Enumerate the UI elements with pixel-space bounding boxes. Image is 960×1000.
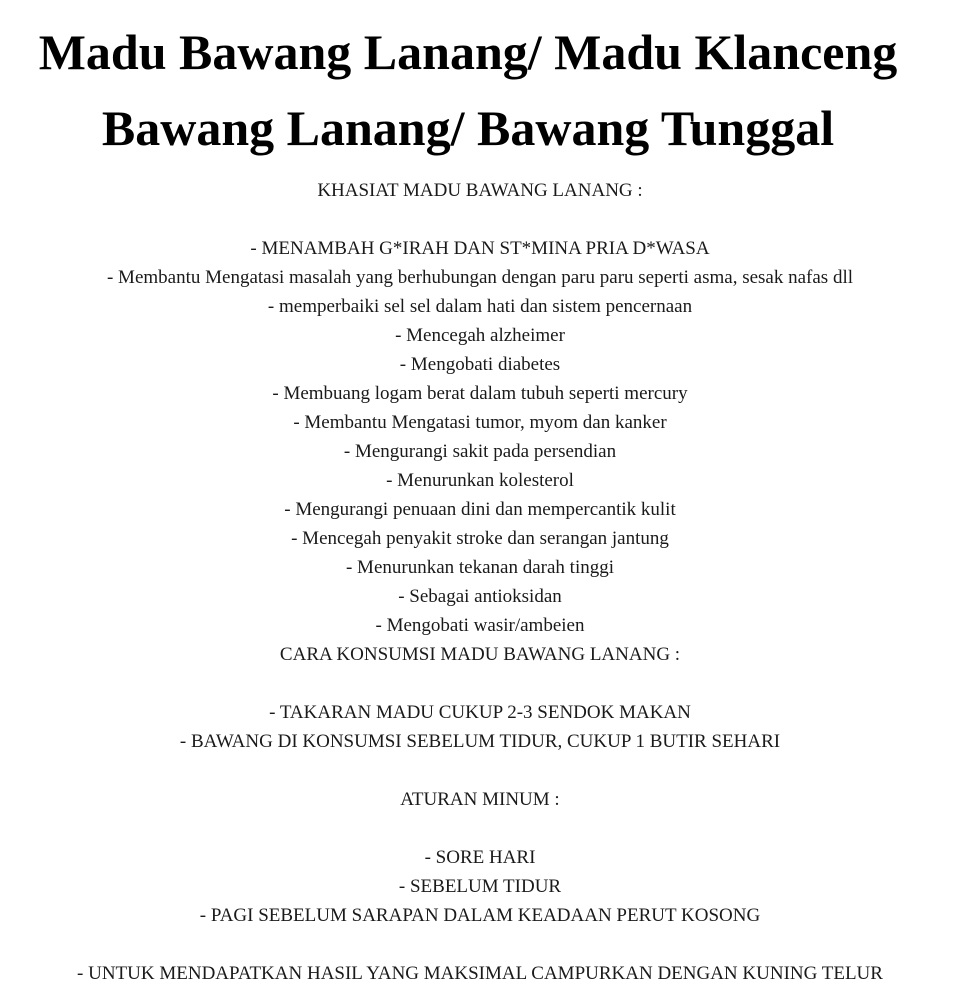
khasiat-item: - Menurunkan tekanan darah tinggi (345, 557, 615, 578)
khasiat-item: - Membuang logam berat dalam tubuh seperti mercury (272, 383, 688, 404)
blank-line (0, 814, 960, 843)
blank-line (0, 669, 960, 698)
aturan-item: - PAGI SEBELUM SARAPAN DALAM KEADAAN PERUT KOSONG (199, 905, 761, 926)
aturan-heading: ATURAN MINUM : (400, 789, 560, 810)
khasiat-item: - Mencegah alzheimer (395, 325, 565, 346)
article-body (0, 176, 960, 988)
khasiat-item: - Mengobati wasir/ambeien (375, 615, 585, 636)
khasiat-item: - Membantu Mengatasi tumor, myom dan kanker (293, 412, 667, 433)
page-title (0, 0, 936, 166)
title-line-2: Bawang Lanang/ Bawang Tunggal (101, 100, 835, 156)
aturan-item: - SEBELUM TIDUR (398, 876, 562, 897)
khasiat-item: - MENAMBAH G*IRAH DAN ST*MINA PRIA D*WASA (250, 238, 710, 259)
khasiat-item: - memperbaiki sel sel dalam hati dan sistem pencernaan (267, 296, 693, 317)
cara-item: - TAKARAN MADU CUKUP 2-3 SENDOK MAKAN (269, 702, 691, 723)
blank-line (0, 205, 960, 234)
khasiat-item: - Mengobati diabetes (399, 354, 561, 375)
cara-heading: CARA KONSUMSI MADU BAWANG LANANG : (279, 644, 681, 665)
khasiat-item: - Sebagai antioksidan (398, 586, 562, 607)
khasiat-item: - Mencegah penyakit stroke dan serangan jantung (291, 528, 669, 549)
khasiat-item: - Mengurangi sakit pada persendian (343, 441, 617, 462)
khasiat-item: - Mengurangi penuaan dini dan mempercantik kulit (284, 499, 676, 520)
khasiat-heading: KHASIAT MADU BAWANG LANANG : (317, 180, 643, 201)
blank-line (0, 756, 960, 785)
aturan-item: - SORE HARI (424, 847, 536, 868)
tips-line: - UNTUK MENDAPATKAN HASIL YANG MAKSIMAL CAMPURKAN DENGAN KUNING TELUR (77, 963, 883, 984)
khasiat-item: - Membantu Mengatasi masalah yang berhubungan dengan paru paru seperti asma, sesak nafas dll (106, 267, 854, 288)
blank-line (0, 930, 960, 959)
khasiat-item: - Menurunkan kolesterol (386, 470, 574, 491)
title-line-1: Madu Bawang Lanang/ Madu Klanceng (38, 24, 898, 80)
cara-item: - BAWANG DI KONSUMSI SEBELUM TIDUR, CUKUP 1 BUTIR SEHARI (179, 731, 781, 752)
